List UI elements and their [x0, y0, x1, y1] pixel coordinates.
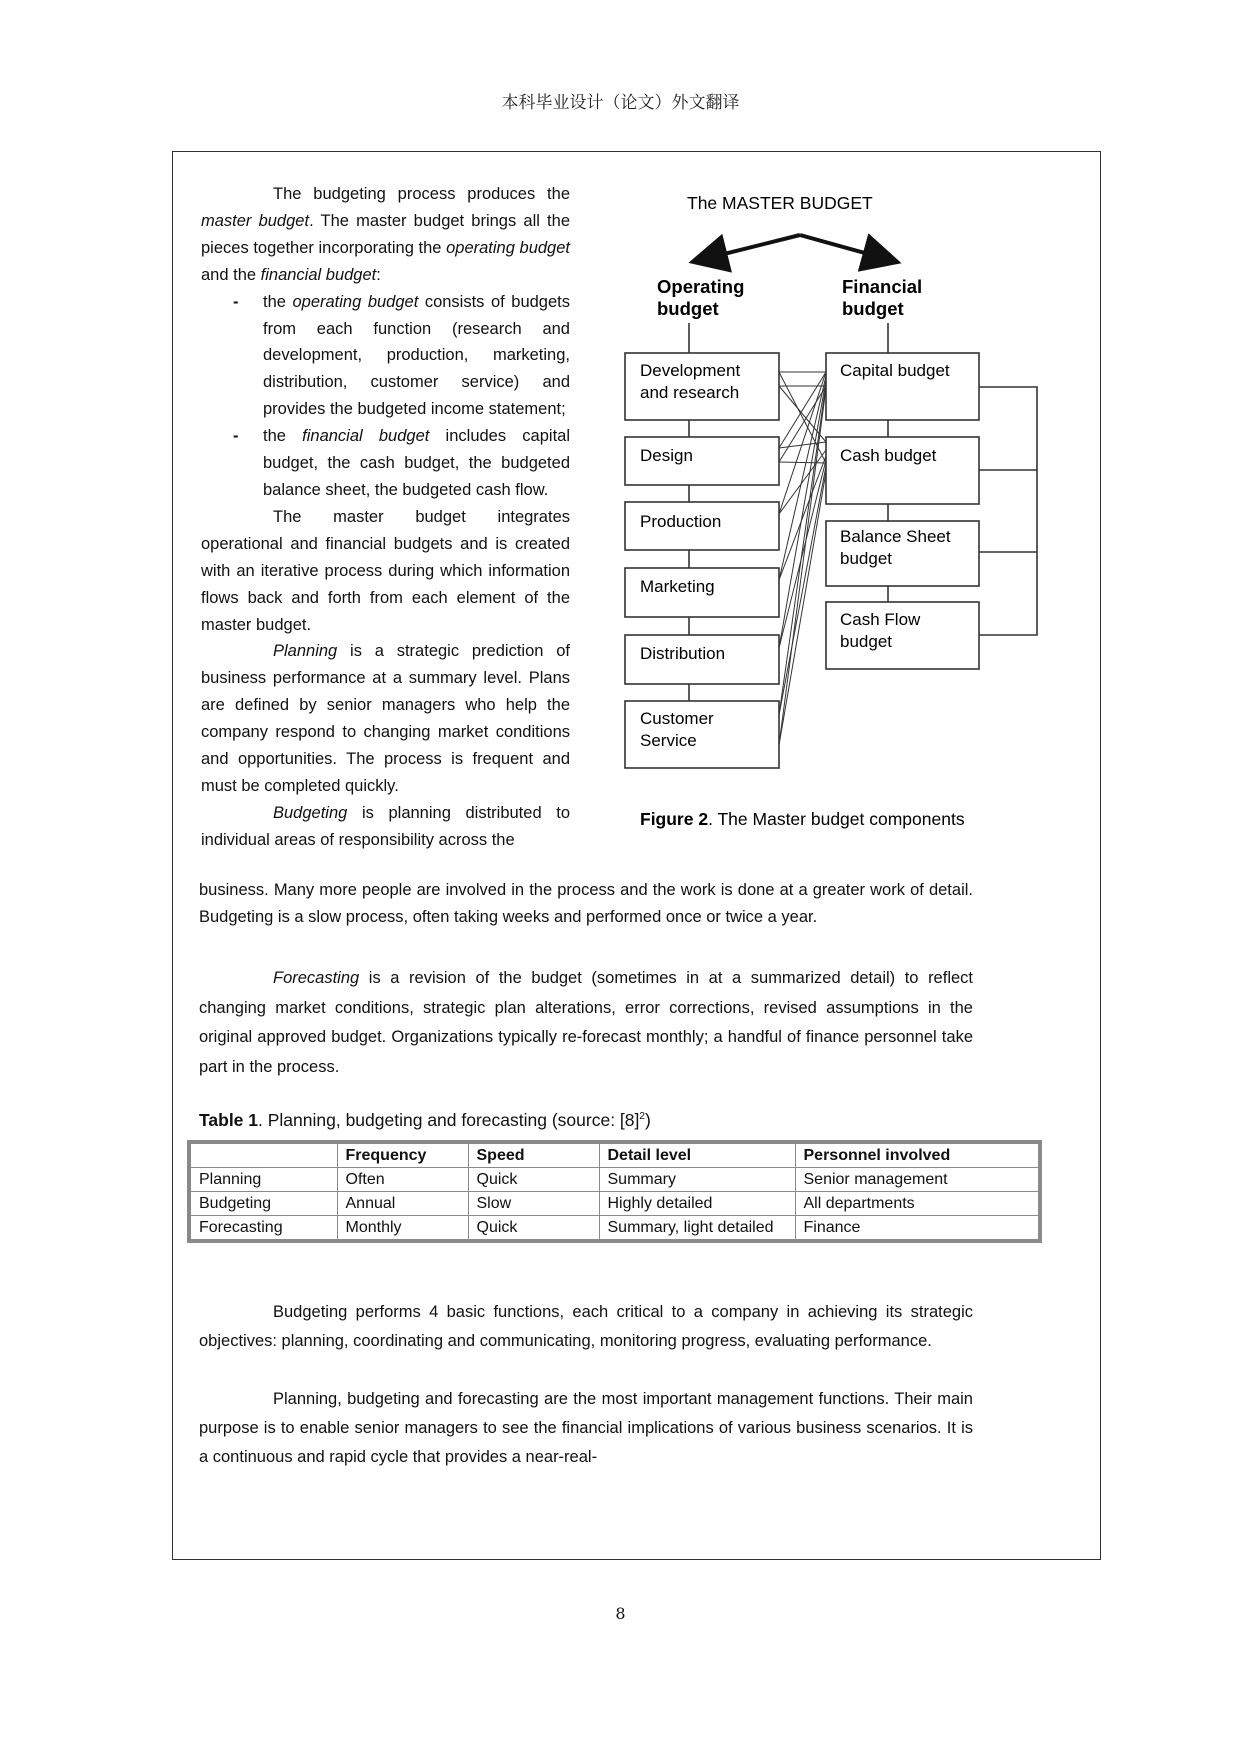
list-item: - the operating budget consists of budgets from each function (research and development, production, marketing, distribution, customer service) and provides the budgeted income statement; [263, 289, 570, 424]
page-header: 本科毕业设计（论文）外文翻译 [501, 93, 740, 113]
financial-boxes [826, 353, 979, 669]
table-cell: Highly detailed [599, 1192, 795, 1216]
table-header-cell [189, 1142, 337, 1168]
box-bs-2: budget [840, 549, 892, 568]
table-row [189, 1216, 1040, 1242]
cross-links [779, 372, 826, 745]
list-item: - the financial budget includes capital budget, the cash budget, the budgeted balance sheet, the budgeted cash flow. [263, 423, 570, 504]
planning-table [187, 1140, 1042, 1243]
arrow-right [800, 235, 890, 260]
diagram-title: The MASTER BUDGET [687, 193, 873, 213]
table-cell: Often [337, 1168, 468, 1192]
box-dev-1: Development [640, 361, 741, 380]
table-cell: Annual [337, 1192, 468, 1216]
table-header-cell: Frequency [337, 1142, 468, 1168]
table-header-cell: Detail level [599, 1142, 795, 1168]
table-cell: Quick [468, 1168, 599, 1192]
figure-caption: Figure 2. The Master budget components [640, 809, 965, 829]
box-distribution: Distribution [640, 644, 726, 663]
box-cs-2: Service [640, 731, 697, 750]
table-cell: Senior management [795, 1168, 1040, 1192]
table-cell: Summary [599, 1168, 795, 1192]
integration-paragraph: The master budget integrates operational and financial budgets and is created with an iterative process during which information flows back and forth from each element of the master budget. [201, 507, 570, 634]
table-cell: Summary, light detailed [599, 1216, 795, 1242]
table-row [189, 1168, 1040, 1192]
budgeting-paragraph: Budgeting is planning distributed to individual areas of responsibility across the [201, 803, 570, 849]
operating-label-2: budget [657, 298, 719, 319]
financial-label-2: budget [842, 298, 904, 319]
financial-label-1: Financial [842, 276, 923, 297]
box-cf-2: budget [840, 632, 892, 651]
final-paragraph: Planning, budgeting and forecasting are the most important management functions. Their main purpose is to enable senior managers to see the financial implications of various business scenarios. It is a continuous and rapid cycle that provides a near-real- [199, 1390, 973, 1466]
box-cf-1: Cash Flow [840, 610, 921, 629]
table-cell: Quick [468, 1216, 599, 1242]
budget-bullet-list [201, 289, 570, 504]
table-header-cell: Personnel involved [795, 1142, 1040, 1168]
table-cell: Monthly [337, 1216, 468, 1242]
box-design: Design [640, 446, 693, 465]
master-budget-paragraph: The budgeting process produces the master budget. The master budget brings all the pieces together incorporating the operating budget and the financial budget: [201, 185, 570, 284]
box-cash: Cash budget [840, 446, 937, 465]
operating-label-1: Operating [657, 276, 745, 297]
table-cell: Finance [795, 1216, 1040, 1242]
table-caption: Table 1. Planning, budgeting and forecasting (source: $[8]^2$) [199, 1110, 651, 1130]
page-number: 8 [615, 1604, 626, 1623]
table-cell: Slow [468, 1192, 599, 1216]
box-cs-1: Customer [640, 709, 714, 728]
table-cell: Planning [189, 1168, 337, 1192]
operating-boxes [625, 353, 779, 768]
budgeting-continuation: business. Many more people are involved in the process and the work is done at a greater work of detail. Budgeting is a slow process, often taking weeks and performed once or twice a year. [199, 881, 973, 926]
master-budget-diagram [600, 180, 1100, 840]
table-header-cell: Speed [468, 1142, 599, 1168]
master-budget-figure [600, 180, 1100, 840]
forecasting-paragraph: Forecasting is a revision of the budget (sometimes in at a summarized detail) to reflect changing market conditions, strategic plan alterations, error corrections, revised assumptions in the original approved budget. Organizations typically re-forecast monthly; a handful of finance personnel take part in the process. [199, 969, 973, 1076]
box-dev-2: and research [640, 383, 740, 402]
table-header-row [189, 1142, 1040, 1168]
arrow-left [700, 235, 800, 260]
planning-paragraph: Planning is a strategic prediction of business performance at a summary level. Plans are defined by senior managers who help the company respond to changing market conditions and opportunities. The process is frequent and must be completed quickly. [201, 642, 570, 795]
box-marketing: Marketing [640, 577, 715, 596]
table-cell: All departments [795, 1192, 1040, 1216]
box-production: Production [640, 512, 722, 531]
box-capital: Capital budget [840, 361, 950, 380]
box-bs-1: Balance Sheet [840, 527, 951, 546]
table-cell: Forecasting [189, 1216, 337, 1242]
functions-paragraph: Budgeting performs 4 basic functions, each critical to a company in achieving its strategic objectives: planning, coordinating and communicating, monitoring progress, evaluating performance. [199, 1303, 973, 1350]
table-row [189, 1192, 1040, 1216]
table-cell: Budgeting [189, 1192, 337, 1216]
left-text-column [201, 181, 570, 854]
